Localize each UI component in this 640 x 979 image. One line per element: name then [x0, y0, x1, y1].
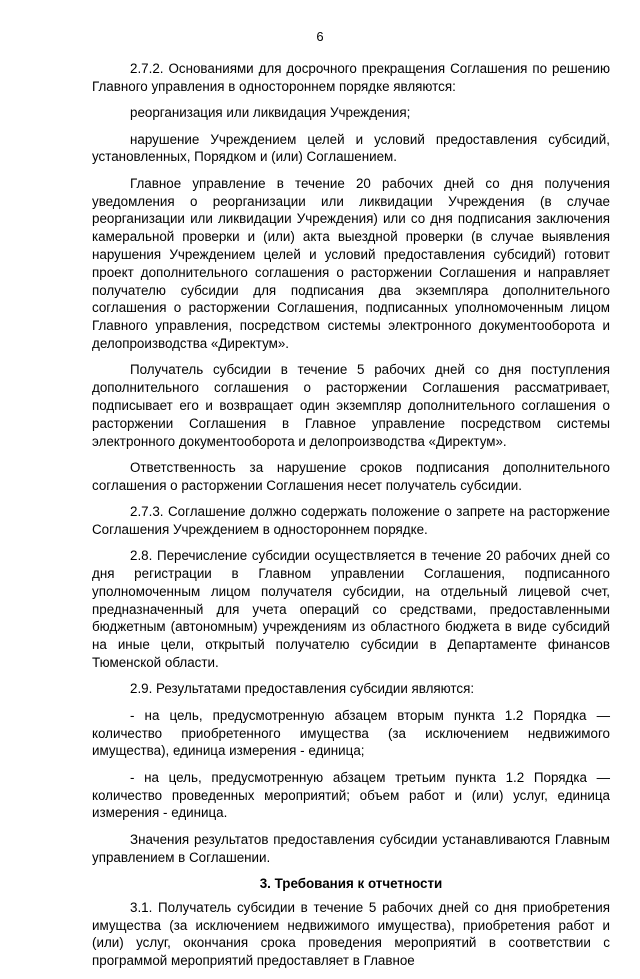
paragraph-reorganization: реорганизация или ликвидация Учреждения; — [130, 105, 411, 121]
list-item-result-2: - на цель, предусмотренную абзацем третьим пункта 1.2 Порядка — количество проведенных мероприятий; объем работ и (или) услуг, единица измерения - единица. — [92, 769, 610, 821]
list-item-result-1: - на цель, предусмотренную абзацем вторым пункта 1.2 Порядка — количество приобретенного имущества (за исключением недвижимого имущества), единица измерения - единица; — [92, 707, 610, 759]
paragraph-responsibility: Ответственность за нарушение сроков подписания дополнительного соглашения о расторжении Соглашения несет получатель субсидии. — [92, 459, 610, 493]
paragraph-main-office-procedure: Главное управление в течение 20 рабочих дней со дня получения уведомления о реорганизации или ликвидации Учреждения (в случае реорганизации или ликвидации Учреждения) или со дня подписания заключения камеральной проверки и (или) акта выездной проверки (в случае выявления нарушения Учреждением целей и условий предоставления субсидий) готовит проект дополнительного соглашения о расторжении Соглашения и направляет получателю субсидии для подписания два экземпляра дополнительного соглашения о расторжении Соглашения, подписанных уполномоченным лицом Главного управления, посредством системы электронного документооборота и делопроизводства «Директум». — [92, 175, 610, 351]
paragraph-2-7-3: 2.7.3. Соглашение должно содержать положение о запрете на расторжение Соглашения Учреждением в одностороннем порядке. — [92, 504, 610, 537]
page-number: 6 — [316, 29, 324, 44]
document-body — [92, 60, 610, 979]
paragraph-2-7-2: 2.7.2. Основаниями для досрочного прекращения Соглашения по решению Главного управления в одностороннем порядке являются: — [92, 61, 610, 94]
paragraph-result-values: Значения результатов предоставления субсидии устанавливаются Главным управлением в Соглашении. — [92, 831, 610, 865]
section-heading: 3. Требования к отчетности — [259, 876, 443, 891]
paragraph-2-9: 2.9. Результатами предоставления субсидии являются: — [130, 681, 475, 697]
paragraph-2-8: 2.8. Перечисление субсидии осуществляется в течение 20 рабочих дней со дня регистрации в Главном управлении Соглашения, подписанного уполномоченным лицом получателя субсидии, на отдельный лицевой счет, предназначенный для учета операций со средствами, предоставленными бюджетным (автономным) учреждениям из областного бюджета в виде субсидий на иные цели, открытый получателю субсидии в Департаменте финансов Тюменской области. — [92, 548, 610, 671]
paragraph-3-1: 3.1. Получатель субсидии в течение 5 рабочих дней со дня приобретения имущества (за исключением недвижимого имущества), приобретения работ и (или) услуг, окончания срока проведения мероприятий в соответствии с программой мероприятий предоставляет в Главное — [92, 899, 610, 969]
paragraph-violation: нарушение Учреждением целей и условий предоставления субсидий, установленных, Порядком и (или) Соглашением. — [92, 131, 610, 165]
paragraph-recipient-signing: Получатель субсидии в течение 5 рабочих дней со дня поступления дополнительного соглашения о расторжении Соглашения рассматривает, подписывает его и возвращает один экземпляр дополнительного соглашения о расторжении Соглашения в Главное управление посредством системы электронного документооборота и делопроизводства «Директум». — [92, 362, 610, 449]
